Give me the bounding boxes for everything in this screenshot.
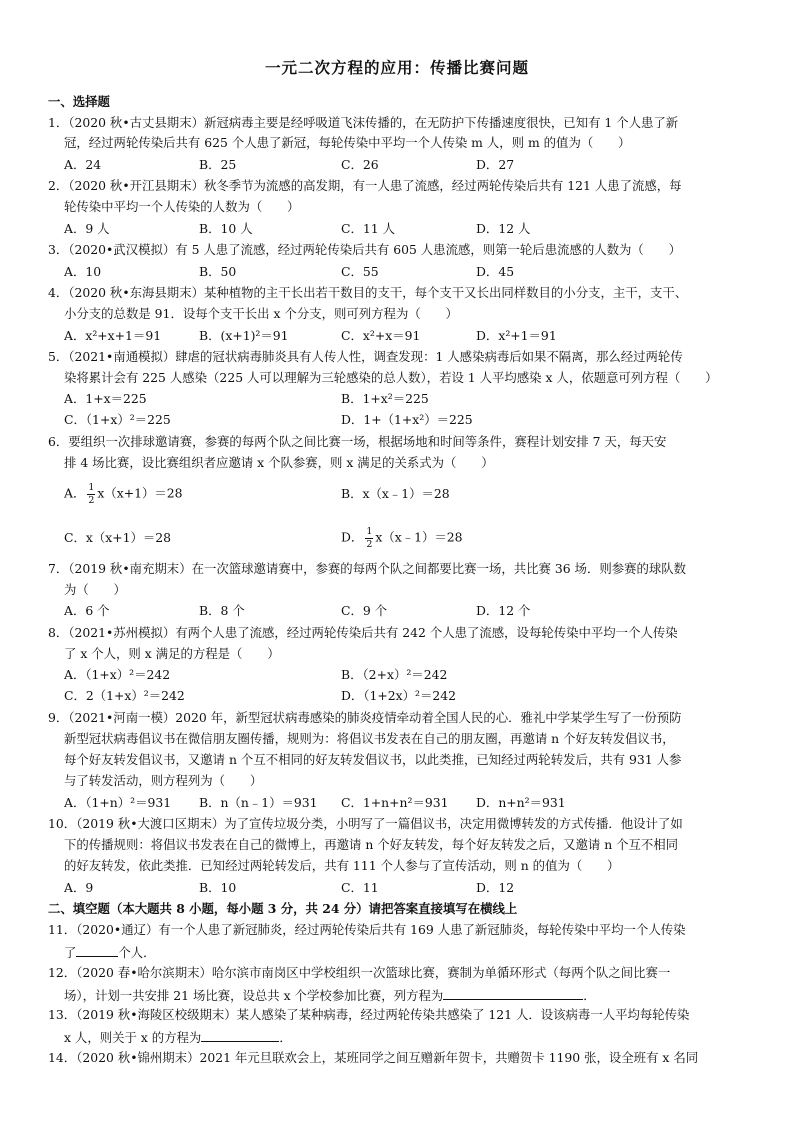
question-4-line-2: 小分支的总数是 91．设每个支干长出 x 个分支，则可列方程为（ ）: [64, 306, 458, 321]
question-8-option-b: B．（2+x）²＝242: [341, 667, 448, 682]
question-13-line-1: 13．（2019 秋•海陵区校级期末）某人感染了某种病毒，经过两轮传染共感染了 121 人．设该病毒一人平均每轮传染: [48, 1007, 690, 1022]
question-10-option-a: A．9: [64, 880, 94, 895]
option-d-expression: x（x﹣1）＝28: [375, 529, 463, 545]
fraction-numerator: 1: [88, 482, 95, 493]
question-1-option-d: D．27: [476, 157, 515, 172]
question-9-option-b: B．n（n﹣1）＝931: [199, 795, 318, 810]
question-4-line-1: 4．（2020 秋•东海县期末）某种植物的主干长出若干数目的支干，每个支干又长出同样数目的小分支，主干，支干、: [48, 285, 688, 300]
question-8-line-1: 8．（2021•苏州模拟）有两个人患了流感，经过两轮传染后共有 242 个人患了流感，设每轮传染中平均一个人传染: [48, 625, 678, 640]
question-7-option-d: D．12 个: [476, 603, 531, 618]
question-2-option-b: B．10 人: [199, 221, 253, 236]
fraction-denominator: 2: [88, 494, 95, 506]
question-9-line-2: 新型冠状病毒倡议书在微信朋友圈传播，规则为：将倡议书发表在自己的朋友圈，再邀请 n 个好友转发倡议书，: [64, 731, 675, 746]
question-12-suffix: ．: [583, 988, 596, 1003]
question-4-option-b: B．(x+1)²＝91: [199, 328, 289, 343]
question-1-line-1: 1．（2020 秋•古丈县期末）新冠病毒主要是经呼吸道飞沫传播的，在无防护下传播速度很快，已知有 1 个人患了新: [48, 115, 679, 130]
question-4-option-c: C．x²+x＝91: [341, 328, 421, 343]
fraction-denominator: 2: [366, 538, 373, 550]
question-9-line-1: 9．（2021•河南一模）2020 年，新型冠状病毒感染的肺炎疫情牵动着全国人民的心．雅礼中学某学生写了一份预防: [48, 710, 682, 725]
question-1-option-a: A．24: [64, 157, 102, 172]
question-8-line-2: 了 x 个人，则 x 满足的方程是（ ）: [64, 646, 280, 661]
question-5-option-a: A．1+x＝225: [64, 391, 147, 406]
answer-blank[interactable]: [76, 945, 118, 957]
question-7-line-2: 为（ ）: [64, 582, 126, 597]
question-10-line-1: 10．（2019 秋•大渡口区期末）为了宣传垃圾分类，小明写了一篇倡议书，决定用微博转发的方式传播．他设计了如: [48, 816, 683, 831]
question-1-option-c: C．26: [341, 157, 379, 172]
answer-blank[interactable]: [443, 988, 583, 1000]
question-9-line-4: 与了转发活动，则方程列为（ ）: [64, 773, 263, 788]
question-10-option-c: C．11: [341, 880, 379, 895]
question-2-option-a: A．9 人: [64, 221, 110, 236]
question-10-line-2: 下的传播规则：将倡议书发表在自己的微博上，再邀请 n 个好友转发，每个好友转发之后，又邀请 n 个互不相同: [64, 837, 679, 852]
question-6-option-c: C．x（x+1）＝28: [64, 530, 172, 545]
question-3-option-d: D．45: [476, 264, 515, 279]
question-1-option-b: B．25: [199, 157, 237, 172]
section-heading-choice: 一、选择题: [48, 94, 110, 109]
fraction-one-half: [87, 483, 95, 505]
question-1-line-2: 冠，经过两轮传染后共有 625 个人患了新冠，每轮传染中平均一个人传染 m 人，则 m 的值为（ ）: [64, 135, 631, 150]
question-13-prefix: x 人，则关于 x 的方程为: [64, 1030, 202, 1045]
question-3-option-a: A．10: [64, 264, 102, 279]
question-7-option-b: B．8 个: [199, 603, 245, 618]
question-10-option-b: B．10: [199, 880, 237, 895]
question-7-option-a: A．6 个: [64, 603, 110, 618]
question-9-option-d: D．n+n²＝931: [476, 795, 566, 810]
question-4-option-d: D．x²+1＝91: [476, 328, 557, 343]
option-a-expression: x（x+1）＝28: [97, 485, 183, 501]
question-6-option-b: B．x（x﹣1）＝28: [341, 486, 450, 501]
question-9-option-c: C．1+n+n²＝931: [341, 795, 449, 810]
question-12-prefix: 场），计划一共安排 21 场比赛，设总共 x 个学校参加比赛，列方程为: [64, 988, 444, 1003]
option-d-prefix: D．: [341, 529, 364, 545]
question-5-option-b: B．1+x²＝225: [341, 391, 429, 406]
question-11-suffix: 个人．: [118, 945, 156, 960]
question-11-line-2: [64, 945, 156, 959]
question-8-option-c: C．2（1+x）²＝242: [64, 688, 185, 703]
question-3-line-1: 3．（2020•武汉模拟）有 5 人患了流感，经过两轮传染后共有 605 人患流感，则第一轮后患流感的人数为（ ）: [48, 242, 681, 257]
question-6-line-1: 6．要组织一次排球邀请赛，参赛的每两个队之间比赛一场，根据场地和时间等条件，赛程计划安排 7 天，每天安: [48, 434, 667, 449]
question-3-option-c: C．55: [341, 264, 379, 279]
answer-blank[interactable]: [201, 1030, 279, 1042]
question-13-line-2: [64, 1030, 292, 1044]
question-14-line-1: 14．（2020 秋•锦州期末）2021 年元旦联欢会上，某班同学之间互赠新年贺卡，共赠贺卡 1190 张，设全班有 x 名同: [48, 1050, 699, 1065]
question-5-line-2: 染将累计会有 225 人感染（225 人可以理解为三轮感染的总人数），若设 1 人平均感染 x 人，依题意可列方程（ ）: [64, 370, 718, 385]
question-3-option-b: B．50: [199, 264, 237, 279]
question-12-line-1: 12．（2020 春•哈尔滨期末）哈尔滨市南岗区中学校组织一次篮球比赛，赛制为单循环形式（每两个队之间比赛一: [48, 965, 671, 980]
question-6-line-2: 排 4 场比赛，设比赛组织者应邀请 x 个队参赛，则 x 满足的关系式为（ ）: [64, 455, 494, 470]
question-9-line-3: 每个好友转发倡议书，又邀请 n 个互不相同的好友转发倡议书，以此类推，已知经过两轮转发后，共有 931 人参: [64, 752, 682, 767]
question-8-option-d: D．（1+2x）²＝242: [341, 688, 457, 703]
question-2-line-1: 2．（2020 秋•开江县期末）秋冬季节为流感的高发期，有一人患了流感，经过两轮传染后共有 121 人患了流感，每: [48, 178, 682, 193]
question-5-option-d: D．1+（1+x²）＝225: [341, 412, 473, 427]
option-a-prefix: A．: [64, 485, 86, 501]
section-heading-fill-in: 二、填空题（本大题共 8 小题，每小题 3 分，共 24 分）请把答案直接填写在横线上: [48, 901, 518, 916]
question-11-line-1: 11．（2020•通辽）有一个人患了新冠肺炎，经过两轮传染后共有 169 人患了新冠肺炎，每轮传染中平均一个人传染: [48, 922, 686, 937]
question-7-option-c: C．9 个: [341, 603, 388, 618]
question-9-option-a: A．（1+n）²＝931: [64, 795, 172, 810]
question-5-line-1: 5．（2021•南通模拟）肆虐的冠状病毒肺炎具有人传人性，调查发现：1 人感染病毒后如果不隔离，那么经过两轮传: [48, 349, 683, 364]
question-8-option-a: A．（1+x）²＝242: [64, 667, 171, 682]
question-2-option-d: D．12 人: [476, 221, 531, 236]
question-4-option-a: A．x²+x+1＝91: [64, 328, 162, 343]
question-12-line-2: [64, 988, 596, 1002]
question-11-prefix: 了: [64, 945, 77, 960]
question-2-option-c: C．11 人: [341, 221, 395, 236]
question-10-option-d: D．12: [476, 880, 515, 895]
question-7-line-1: 7．（2019 秋•南充期末）在一次篮球邀请赛中，参赛的每两个队之间都要比赛一场，共比赛 36 场．则参赛的球队数: [48, 561, 687, 576]
question-2-line-2: 轮传染中平均一个人传染的人数为（ ）: [64, 199, 300, 214]
question-10-line-3: 的好友转发，依此类推．已知经过两轮转发后，共有 111 个人参与了宣传活动，则 n 的值为（ ）: [64, 858, 620, 873]
question-6-option-a: [64, 483, 183, 505]
fraction-numerator: 1: [366, 526, 373, 537]
question-6-option-d: [341, 527, 463, 549]
question-13-suffix: ．: [279, 1030, 292, 1045]
question-5-option-c: C．（1+x）²＝225: [64, 412, 171, 427]
fraction-one-half: [365, 527, 373, 549]
document-title: 一元二次方程的应用：传播比赛问题: [264, 58, 529, 77]
